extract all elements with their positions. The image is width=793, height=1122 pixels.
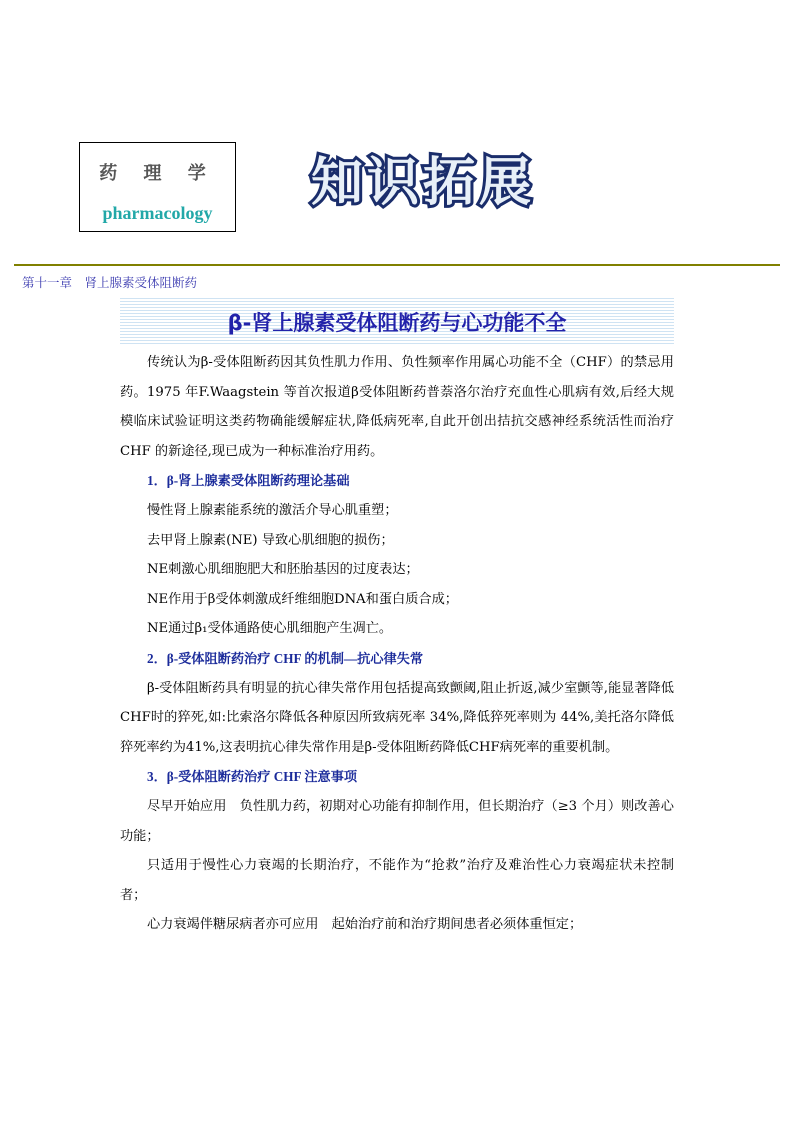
section-1-item: NE刺激心肌细胞肥大和胚胎基因的过度表达； <box>147 562 419 578</box>
banner-text: 知识拓展 <box>310 153 536 212</box>
section-1-heading: 1．β-肾上腺素受体阻断药理论基础 <box>147 473 350 489</box>
intro-paragraph: 传统认为β-受体阻断药因其负性肌力作用、负性频率作用属心功能不全（CHF）的禁忌用药。1975 年F.Waagstein 等首次报道β受体阻断药普萘洛尔治疗充血性心肌病有效,后经大规模临床试验证明这类药物确能缓解症状,降低病死率,自此开创出拮抗交感神经系统活性而治疗CHF 的新途径,现已成为一种标准治疗用药。 <box>120 355 674 459</box>
page-title: β-肾上腺素受体阻断药与心功能不全 <box>227 311 567 335</box>
article-body <box>120 348 674 940</box>
title-band <box>120 298 674 346</box>
section-2-paragraph: β-受体阻断药具有明显的抗心律失常作用包括提高致颤阈,阻止折返,减少室颤等,能显著降低CHF时的猝死,如:比索洛尔降低各种原因所致病死率 34%,降低猝死率则为 44%,美托洛尔降低猝死率约为41%,这表明抗心律失常作用是β-受体阻断药降低CHF病死率的重要机制。 <box>120 680 674 755</box>
logo-title-cn: 药 理 学 <box>99 163 216 184</box>
section-3-paragraph: 心力衰竭伴糖尿病者亦可应用 起始治疗前和治疗期间患者必须体重恒定； <box>147 917 583 933</box>
section-1-item: NE通过β₁受体通路使心肌细胞产生凋亡。 <box>147 621 393 637</box>
section-2-heading: 2．β-受体阻断药治疗 CHF 的机制—抗心律失常 <box>147 650 424 666</box>
banner-knowledge-extension <box>298 150 548 212</box>
section-1-item: 慢性肾上腺素能系统的激活介导心肌重塑； <box>147 502 398 518</box>
breadcrumb: 第十一章 肾上腺素受体阻断药 <box>22 275 198 290</box>
section-1-item: 去甲肾上腺素(NE) 导致心肌细胞的损伤； <box>147 532 394 548</box>
section-3-heading: 3．β-受体阻断药治疗 CHF 注意事项 <box>147 769 358 785</box>
section-3-paragraph: 只适用于慢性心力衰竭的长期治疗，不能作为“抢救”治疗及难治性心力衰竭症状未控制者； <box>120 858 674 903</box>
section-1-item: NE作用于β受体刺激成纤维细胞DNA和蛋白质合成； <box>147 591 458 607</box>
header-rule <box>14 264 780 266</box>
logo-box <box>79 142 236 232</box>
logo-title-en: pharmacology <box>102 203 213 223</box>
section-3-paragraph: 尽早开始应用 负性肌力药，初期对心功能有抑制作用，但长期治疗（≥3 个月）则改善心功能； <box>120 798 674 844</box>
